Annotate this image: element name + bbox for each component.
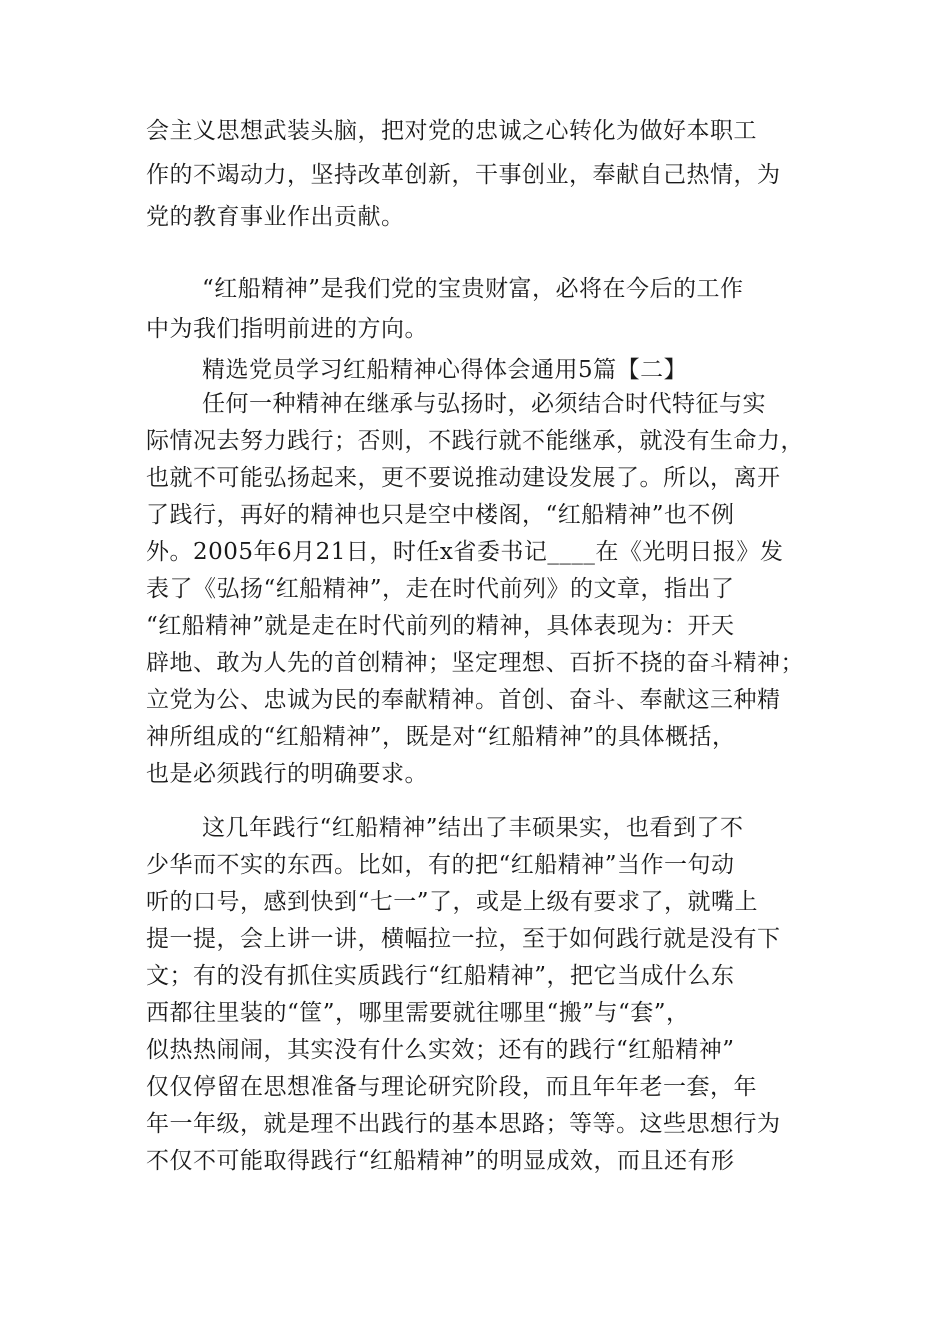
text-line: 表了《弘扬“红船精神”，走在时代前列》的文章，指出了 xyxy=(146,576,735,602)
text-line: 这几年践行“红船精神”结出了丰硕果实，也看到了不 xyxy=(202,815,744,841)
text-line: 仅仅停留在思想准备与理论研究阶段，而且年年老一套，年 xyxy=(146,1074,757,1100)
text-line: 提一提，会上讲一讲，横幅拉一拉，至于如何践行就是没有下 xyxy=(146,926,781,952)
text-line: 听的口号，感到快到“七一”了，或是上级有要求了，就嘴上 xyxy=(146,889,759,915)
text-line: 立党为公、忠诚为民的奉献精神。首创、奋斗、奉献这三种精 xyxy=(146,687,781,713)
text-line: 也是必须践行的明确要求。 xyxy=(146,761,428,787)
text-line: 辟地、敢为人先的首创精神；坚定理想、百折不挠的奋斗精神； xyxy=(146,650,804,676)
text-line: 也就不可能弘扬起来，更不要说推动建设发展了。所以，离开 xyxy=(146,465,781,491)
text-line: 中为我们指明前进的方向。 xyxy=(146,316,428,342)
text-line: 际情况去努力践行；否则，不践行就不能继承，就没有生命力， xyxy=(146,428,804,454)
text-line: 了践行，再好的精神也只是空中楼阁，“红船精神”也不例 xyxy=(146,502,735,528)
text-line: 年一年级，就是理不出践行的基本思路；等等。这些思想行为 xyxy=(146,1111,781,1137)
text-line: 似热热闹闹，其实没有什么实效；还有的践行“红船精神” xyxy=(146,1037,735,1063)
text-line: 任何一种精神在继承与弘扬时，必须结合时代特征与实 xyxy=(202,391,766,417)
text-line: 党的教育事业作出贡献。 xyxy=(146,204,405,230)
text-line: 少华而不实的东西。比如，有的把“红船精神”当作一句动 xyxy=(146,852,735,878)
text-line: 不仅不可能取得践行“红船精神”的明显成效，而且还有形 xyxy=(146,1148,735,1174)
text-line: 外。2005年6月21日，时任x省委书记____在《光明日报》发 xyxy=(146,539,784,565)
text-line: “红船精神”就是走在时代前列的精神，具体表现为：开天 xyxy=(146,613,735,639)
text-line: 西都往里装的“筐”，哪里需要就往哪里“搬”与“套”， xyxy=(146,1000,690,1026)
text-line: 神所组成的“红船精神”，既是对“红船精神”的具体概括， xyxy=(146,724,736,750)
section-heading: 精选党员学习红船精神心得体会通用5篇【二】 xyxy=(202,357,688,383)
text-line: 文；有的没有抓住实质践行“红船精神”，把它当成什么东 xyxy=(146,963,735,989)
text-line: 会主义思想武装头脑，把对党的忠诚之心转化为做好本职工 xyxy=(146,118,757,144)
text-line: “红船精神”是我们党的宝贵财富，必将在今后的工作 xyxy=(202,276,744,302)
text-line: 作的不竭动力，坚持改革创新，干事创业，奉献自己热情，为 xyxy=(146,162,781,188)
